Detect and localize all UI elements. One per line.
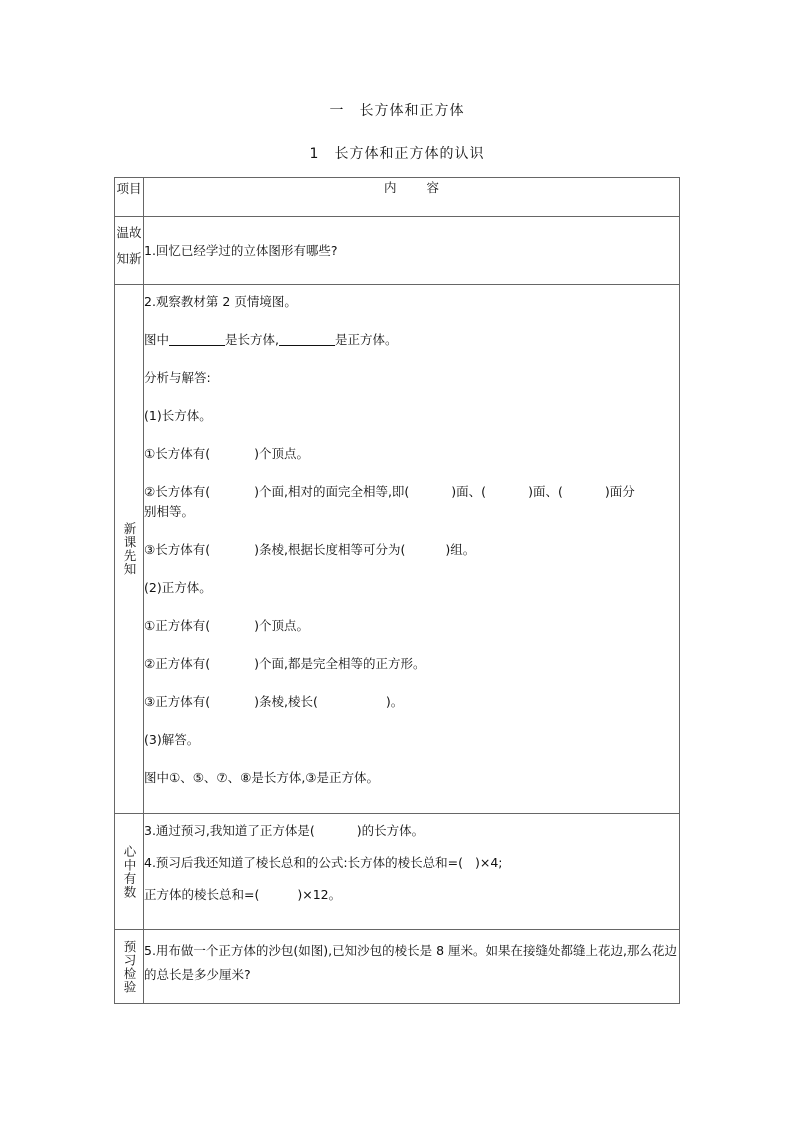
cuboid-edges-text-a: ③长方体有( (144, 542, 211, 557)
cuboid-edges-text-b: )条棱,根据长度相等可分为( (254, 542, 406, 557)
cuboid-edges-line (144, 542, 679, 558)
cube-faces-text-a: ②正方体有( (144, 656, 211, 671)
question-4-line (144, 855, 679, 871)
cube-faces-line (144, 656, 679, 672)
lesson-title: 1 长方体和正方体的认识 (309, 146, 485, 162)
preview-row (115, 285, 680, 814)
cube-edges-text-b: )条棱,棱长( (254, 694, 318, 709)
cuboid-faces-line (144, 484, 679, 500)
header-item-label: 项目 (116, 181, 142, 196)
figure-text-c: 是正方体。 (335, 332, 398, 347)
check-row (115, 930, 680, 1004)
review-row (115, 217, 680, 285)
cube-vertices-text-a: ①正方体有( (144, 618, 211, 633)
check-label-cell (115, 930, 144, 1004)
review-label-1: 温故 (116, 225, 142, 240)
header-item-cell (115, 178, 144, 217)
question-3-text-a: 3.通过预习,我知道了正方体是( (144, 823, 315, 838)
question-1: 1.回忆已经学过的立体图形有哪些? (144, 242, 338, 258)
cube-faces-text-b: )个面,都是完全相等的正方形。 (254, 656, 426, 671)
figure-text-b: 是长方体, (225, 332, 279, 347)
table-header-row (115, 178, 680, 217)
cube-edges-text-c: )。 (385, 694, 404, 709)
question-5: 5.用布做一个正方体的沙包(如图),已知沙包的棱长是 8 厘米。如果在接缝处都缝上花边,那么花边的总长是多少厘米? (144, 943, 678, 982)
mind-label-cell (115, 814, 144, 930)
cuboid-vertices-text-b: )个顶点。 (254, 446, 309, 461)
question-4-line-2 (144, 887, 679, 903)
question-4-text-a: 4.预习后我还知道了棱长总和的公式:长方体的棱长总和=( (144, 855, 463, 870)
analysis-heading: 分析与解答: (144, 370, 211, 385)
cube-vertices-line (144, 618, 679, 634)
cuboid-vertices-line (144, 446, 679, 462)
cube-edges-line (144, 694, 679, 710)
review-label-cell (115, 217, 144, 285)
cube-edges-text-a: ③正方体有( (144, 694, 211, 709)
figure-text-a: 图中 (144, 332, 170, 347)
mind-label: 心中有数 (122, 844, 137, 899)
cuboid-faces-text-e: )面分 (604, 484, 635, 499)
check-label: 预习检验 (122, 939, 137, 994)
preview-content-cell (144, 285, 680, 814)
cuboid-faces-text-a: ②长方体有( (144, 484, 211, 499)
question-2: 2.观察教材第 2 页情境图。 (144, 294, 297, 309)
review-content-cell (144, 217, 680, 285)
cuboid-vertices-text-a: ①长方体有( (144, 446, 211, 461)
header-content-label-a: 内 (383, 180, 397, 195)
question-4-text-c: 正方体的棱长总和=( (144, 887, 260, 902)
preview-label-cell (115, 285, 144, 814)
cuboid-edges-text-c: )组。 (445, 542, 476, 557)
worksheet-table (114, 177, 680, 1004)
mind-row (115, 814, 680, 930)
header-content-cell (144, 178, 680, 217)
part-1-heading: (1)长方体。 (144, 408, 212, 423)
check-content-cell (144, 930, 680, 1004)
cuboid-blank[interactable] (169, 332, 225, 346)
question-4-text-d: )×12。 (297, 887, 342, 902)
answer-line: 图中①、⑤、⑦、⑧是长方体,③是正方体。 (144, 770, 380, 785)
cube-blank[interactable] (279, 332, 335, 346)
question-4-text-b: )×4; (475, 855, 503, 870)
review-label-2: 知新 (116, 251, 142, 266)
preview-label: 新课先知 (122, 522, 137, 576)
cuboid-faces-text-d: )面、( (528, 484, 563, 499)
header-content-label-b: 容 (426, 180, 440, 195)
cuboid-faces-text-c: )面、( (451, 484, 487, 499)
mind-content-cell (144, 814, 680, 930)
question-3-line (144, 823, 679, 839)
unit-title: 一 长方体和正方体 (329, 103, 465, 119)
cuboid-faces-line-2: 别相等。 (144, 504, 195, 519)
part-3-heading: (3)解答。 (144, 732, 200, 747)
question-3-text-b: )的长方体。 (356, 823, 425, 838)
figure-line (144, 332, 679, 348)
part-2-heading: (2)正方体。 (144, 580, 212, 595)
cube-vertices-text-b: )个顶点。 (254, 618, 309, 633)
cuboid-faces-text-b: )个面,相对的面完全相等,即( (254, 484, 410, 499)
